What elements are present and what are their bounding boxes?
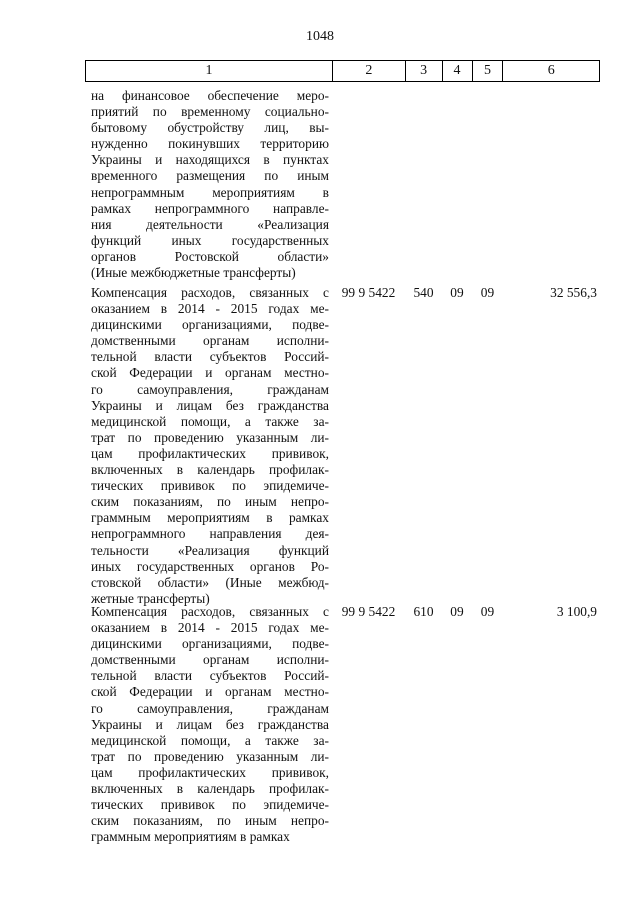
description-line: ским показаниям, по иным непро-	[91, 494, 329, 510]
description-line: медицинской помощи, а также за-	[91, 413, 329, 429]
description-line: граммным мероприятиям в рамках	[91, 510, 329, 526]
description-line: го самоуправления, гражданам	[91, 700, 329, 716]
description-line: ния деятельности «Реализация	[91, 216, 329, 232]
row-col-4	[442, 88, 472, 281]
description-line: непрограммным мероприятиям в	[91, 184, 329, 200]
header-col-3: 3	[405, 61, 442, 81]
row-amount	[503, 88, 600, 281]
description-line: го самоуправления, гражданам	[91, 381, 329, 397]
description-line: оказанием в 2014 - 2015 годах ме-	[91, 301, 329, 317]
description-line: жетные трансферты)	[91, 590, 210, 606]
description-line: на финансовое обеспечение меро-	[91, 88, 329, 103]
row-col-3: 540	[413, 285, 434, 300]
row-col-4: 09	[450, 604, 464, 619]
description-line: дицинскими организациями, подве-	[91, 317, 329, 333]
row-description	[85, 88, 332, 281]
header-col-2: 2	[332, 61, 405, 81]
description-line: трат по проведению указанным ли-	[91, 748, 329, 764]
row-code: 99 9 5422	[341, 285, 396, 300]
description-line: приятий по временному социально-	[91, 104, 329, 120]
description-line: Украины и лицам без гражданства	[91, 397, 329, 413]
description-line: Украины и находящихся в пунктах	[91, 152, 329, 168]
row-col-4: 09	[450, 285, 464, 300]
row-col-5: 09	[480, 285, 495, 300]
header-col-4: 4	[442, 61, 472, 81]
description-line: граммным мероприятиям в рамках	[91, 829, 290, 845]
description-line: включенных в календарь профилак-	[91, 781, 329, 797]
description-line: медицинской помощи, а также за-	[91, 732, 329, 748]
table-row	[85, 88, 600, 281]
description-line: оказанием в 2014 - 2015 годах ме-	[91, 620, 329, 636]
header-col-5: 5	[472, 61, 503, 81]
row-code: 99 9 5422	[341, 604, 396, 619]
description-line: временного размещения по иным	[91, 168, 329, 184]
table-header	[85, 60, 600, 82]
row-col-3	[405, 88, 442, 281]
description-line: функций иных государственных	[91, 232, 329, 248]
description-line: цам профилактических прививок,	[91, 764, 329, 780]
description-line: домственными органам исполни-	[91, 333, 329, 349]
description-line: органов Ростовской области»	[91, 248, 329, 264]
description-line: цам профилактических прививок,	[91, 445, 329, 461]
row-amount: 32 556,3	[550, 285, 597, 300]
row-col-5	[472, 88, 503, 281]
header-col-6: 6	[502, 61, 599, 81]
description-line: ским показаниям, по иным непро-	[91, 813, 329, 829]
table-row	[85, 604, 600, 845]
description-line: рамках непрограммного направле-	[91, 200, 329, 216]
description-line: бытовому обустройству лиц, вы-	[91, 120, 329, 136]
description-line: дицинскими организациями, подве-	[91, 636, 329, 652]
description-line: иных государственных органов Ро-	[91, 558, 329, 574]
description-line: включенных в календарь профилак-	[91, 462, 329, 478]
description-line: Компенсация расходов, связанных с	[91, 285, 329, 300]
row-code	[332, 88, 405, 281]
page-number: 1048	[306, 29, 334, 44]
description-line: трат по проведению указанным ли-	[91, 429, 329, 445]
row-col-3: 610	[413, 604, 434, 619]
description-line: Украины и лицам без гражданства	[91, 716, 329, 732]
header-col-1: 1	[205, 63, 213, 78]
description-line: тельной власти субъектов Россий-	[91, 668, 329, 684]
description-line: непрограммного направления дея-	[91, 526, 329, 542]
description-line: стовской области» (Иные межбюд-	[91, 574, 329, 590]
description-line: тических прививок по эпидемиче-	[91, 478, 329, 494]
table-row	[85, 285, 600, 607]
row-col-5: 09	[480, 604, 495, 619]
row-description	[85, 285, 332, 607]
description-line: ской Федерации и органам местно-	[91, 684, 329, 700]
description-line: тельной власти субъектов Россий-	[91, 349, 329, 365]
description-line: домственными органам исполни-	[91, 652, 329, 668]
description-line: тельности «Реализация функций	[91, 542, 329, 558]
description-line: нужденно покинувших территорию	[91, 136, 329, 152]
description-line: тических прививок по эпидемиче-	[91, 797, 329, 813]
description-line: ской Федерации и органам местно-	[91, 365, 329, 381]
description-line: Компенсация расходов, связанных с	[91, 604, 329, 619]
row-amount: 3 100,9	[556, 604, 597, 619]
description-line: (Иные межбюджетные трансферты)	[91, 265, 296, 281]
row-description	[85, 604, 332, 845]
